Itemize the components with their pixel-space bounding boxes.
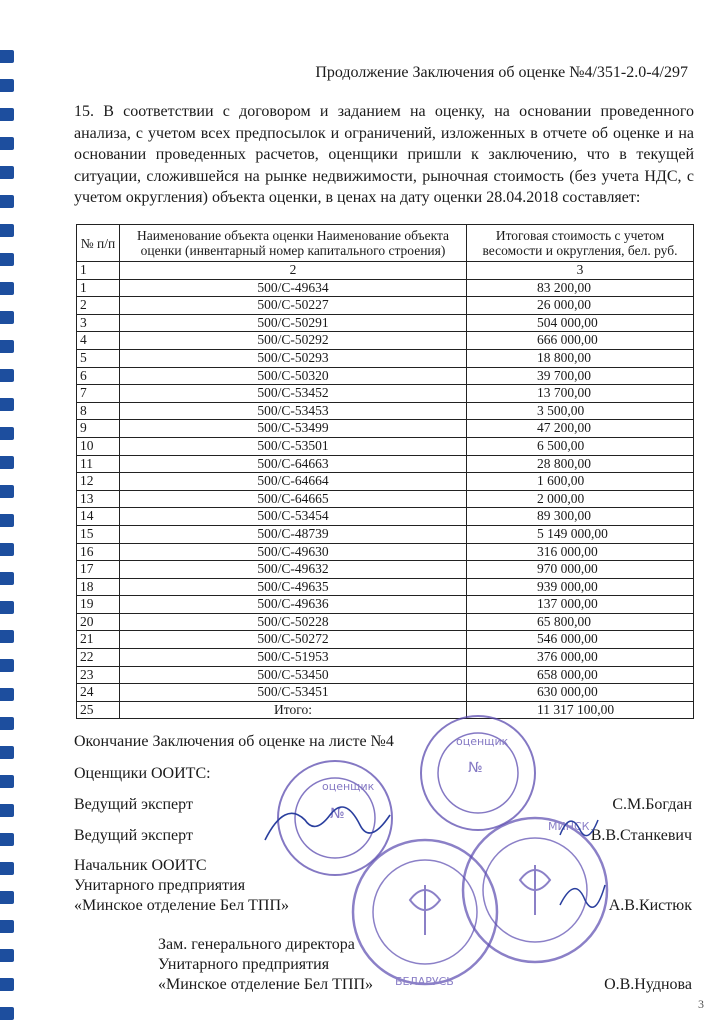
cell-name: 500/С-53499 bbox=[120, 420, 467, 438]
cell-num: 3 bbox=[77, 314, 120, 332]
cell-value: 83 200,00 bbox=[467, 279, 694, 297]
cell-value: 970 000,00 bbox=[467, 561, 694, 579]
stamp-appraiser-1 bbox=[278, 761, 392, 875]
cell-value: 39 700,00 bbox=[467, 367, 694, 385]
cell-name: 500/С-50291 bbox=[120, 314, 467, 332]
lead-expert-2-title: Ведущий эксперт bbox=[74, 827, 193, 844]
stamp2-label: оценщик bbox=[456, 735, 509, 748]
deputy-title-line2: Унитарного предприятия bbox=[158, 956, 330, 973]
cell-value: 316 000,00 bbox=[467, 543, 694, 561]
cell-num: 16 bbox=[77, 543, 120, 561]
head-title-line2: Унитарного предприятия bbox=[74, 877, 246, 894]
cell-value: 658 000,00 bbox=[467, 666, 694, 684]
cell-value: 13 700,00 bbox=[467, 385, 694, 403]
header-value: Итоговая стоимость с учетом весомости и округления, бел. руб. bbox=[467, 225, 694, 262]
cell-value: 47 200,00 bbox=[467, 420, 694, 438]
stamp-organization-2 bbox=[463, 818, 607, 962]
cell-name: 500/С-49636 bbox=[120, 596, 467, 614]
cell-name: 500/С-64664 bbox=[120, 473, 467, 491]
cell-value: 11 317 100,00 bbox=[467, 701, 694, 719]
stamp2-number: № bbox=[468, 760, 483, 776]
head-title-line1: Начальник ООИТС bbox=[74, 857, 207, 874]
stamp-appraiser-2 bbox=[421, 716, 535, 830]
cell-value: 666 000,00 bbox=[467, 332, 694, 350]
cell-num: 8 bbox=[77, 402, 120, 420]
cell-num: 19 bbox=[77, 596, 120, 614]
cell-num: 20 bbox=[77, 613, 120, 631]
index-cell: 3 bbox=[467, 262, 694, 280]
cell-name: 500/С-53453 bbox=[120, 402, 467, 420]
stamp1-label: оценщик bbox=[322, 780, 375, 793]
cell-name: 500/С-53452 bbox=[120, 385, 467, 403]
ending-note: Окончание Заключения об оценке на листе №4 bbox=[74, 733, 394, 750]
cell-value: 89 300,00 bbox=[467, 508, 694, 526]
cell-num: 13 bbox=[77, 490, 120, 508]
cell-value: 5 149 000,00 bbox=[467, 525, 694, 543]
cell-num: 10 bbox=[77, 437, 120, 455]
cell-name: 500/С-49630 bbox=[120, 543, 467, 561]
cell-num: 17 bbox=[77, 561, 120, 579]
cell-name: 500/С-53501 bbox=[120, 437, 467, 455]
lead-expert-1-name: С.М.Богдан bbox=[612, 796, 692, 813]
cell-name: 500/С-53454 bbox=[120, 508, 467, 526]
head-name: А.В.Кистюк bbox=[608, 897, 692, 914]
cell-name: 500/С-50293 bbox=[120, 349, 467, 367]
cell-num: 5 bbox=[77, 349, 120, 367]
cell-num: 12 bbox=[77, 473, 120, 491]
document-header: Продолжение Заключения об оценке №4/351-2.0-4/297 bbox=[315, 64, 688, 81]
cell-value: 939 000,00 bbox=[467, 578, 694, 596]
cell-num: 4 bbox=[77, 332, 120, 350]
cell-value: 2 000,00 bbox=[467, 490, 694, 508]
cell-num: 18 bbox=[77, 578, 120, 596]
index-cell: 1 bbox=[77, 262, 120, 280]
cell-name: 500/С-49634 bbox=[120, 279, 467, 297]
cell-name: 500/С-49632 bbox=[120, 561, 467, 579]
cell-name: 500/С-48739 bbox=[120, 525, 467, 543]
stamp-organization-1 bbox=[353, 840, 497, 988]
cell-num: 15 bbox=[77, 525, 120, 543]
deputy-name: О.В.Нуднова bbox=[604, 976, 692, 993]
cell-name: 500/С-64665 bbox=[120, 490, 467, 508]
header-name: Наименование объекта оценки Наименование объекта оценки (инвентарный номер капитального строения) bbox=[120, 225, 467, 262]
lead-expert-1-title: Ведущий эксперт bbox=[74, 796, 193, 813]
cell-value: 3 500,00 bbox=[467, 402, 694, 420]
cell-num: 7 bbox=[77, 385, 120, 403]
cell-num: 6 bbox=[77, 367, 120, 385]
cell-value: 65 800,00 bbox=[467, 613, 694, 631]
cell-name: 500/С-51953 bbox=[120, 649, 467, 667]
conclusion-paragraph: 15. В соответствии с договором и заданием на оценку, на основании проведенного анализа, с учетом всех предпосылок и ограничений, изложенных в отчете об оценке и на основании проведенных расчетов, оценщики пришли к заключению, что в текущей ситуации, сложившейся на рынке недвижимости, рыночная стоимость (без учета НДС, с учетом округления) объекта оценки, в ценах на дату оценки 28.04.2018 составляет: bbox=[74, 103, 694, 206]
deputy-title-line3: «Минское отделение Бел ТПП» bbox=[158, 976, 373, 993]
cell-name: 500/С-53450 bbox=[120, 666, 467, 684]
cell-value: 137 000,00 bbox=[467, 596, 694, 614]
stamp4-label: БЕЛАРУСЬ bbox=[395, 975, 454, 988]
cell-num: 9 bbox=[77, 420, 120, 438]
cell-num: 21 bbox=[77, 631, 120, 649]
appraisers-label: Оценщики ООИТС: bbox=[74, 765, 211, 782]
cell-value: 376 000,00 bbox=[467, 649, 694, 667]
header-num: № п/п bbox=[77, 225, 120, 262]
cell-value: 504 000,00 bbox=[467, 314, 694, 332]
cell-num: 24 bbox=[77, 684, 120, 702]
cell-num: 22 bbox=[77, 649, 120, 667]
cell-value: 18 800,00 bbox=[467, 349, 694, 367]
cell-value: 6 500,00 bbox=[467, 437, 694, 455]
cell-name: 500/С-64663 bbox=[120, 455, 467, 473]
stamp1-number: № bbox=[330, 806, 345, 822]
cell-value: 546 000,00 bbox=[467, 631, 694, 649]
cell-name: 500/С-50227 bbox=[120, 297, 467, 315]
head-title-line3: «Минское отделение Бел ТПП» bbox=[74, 897, 289, 914]
page-number: 3 bbox=[698, 997, 704, 1011]
cell-num: 11 bbox=[77, 455, 120, 473]
cell-name: 500/С-50292 bbox=[120, 332, 467, 350]
cell-name: 500/С-49635 bbox=[120, 578, 467, 596]
signature-3 bbox=[560, 885, 605, 907]
cell-value: 26 000,00 bbox=[467, 297, 694, 315]
cell-name: 500/С-50228 bbox=[120, 613, 467, 631]
cell-name: Итого: bbox=[120, 701, 467, 719]
deputy-title-line1: Зам. генерального директора bbox=[158, 936, 355, 953]
cell-num: 14 bbox=[77, 508, 120, 526]
cell-name: 500/С-53451 bbox=[120, 684, 467, 702]
index-cell: 2 bbox=[120, 262, 467, 280]
cell-name: 500/С-50272 bbox=[120, 631, 467, 649]
cell-num: 25 bbox=[77, 701, 120, 719]
cell-value: 1 600,00 bbox=[467, 473, 694, 491]
stamp3-label: МИНСК bbox=[548, 820, 590, 833]
cell-name: 500/С-50320 bbox=[120, 367, 467, 385]
cell-num: 1 bbox=[77, 279, 120, 297]
lead-expert-2-name: В.В.Станкевич bbox=[590, 827, 692, 844]
cell-num: 2 bbox=[77, 297, 120, 315]
cell-value: 630 000,00 bbox=[467, 684, 694, 702]
cell-value: 28 800,00 bbox=[467, 455, 694, 473]
cell-num: 23 bbox=[77, 666, 120, 684]
